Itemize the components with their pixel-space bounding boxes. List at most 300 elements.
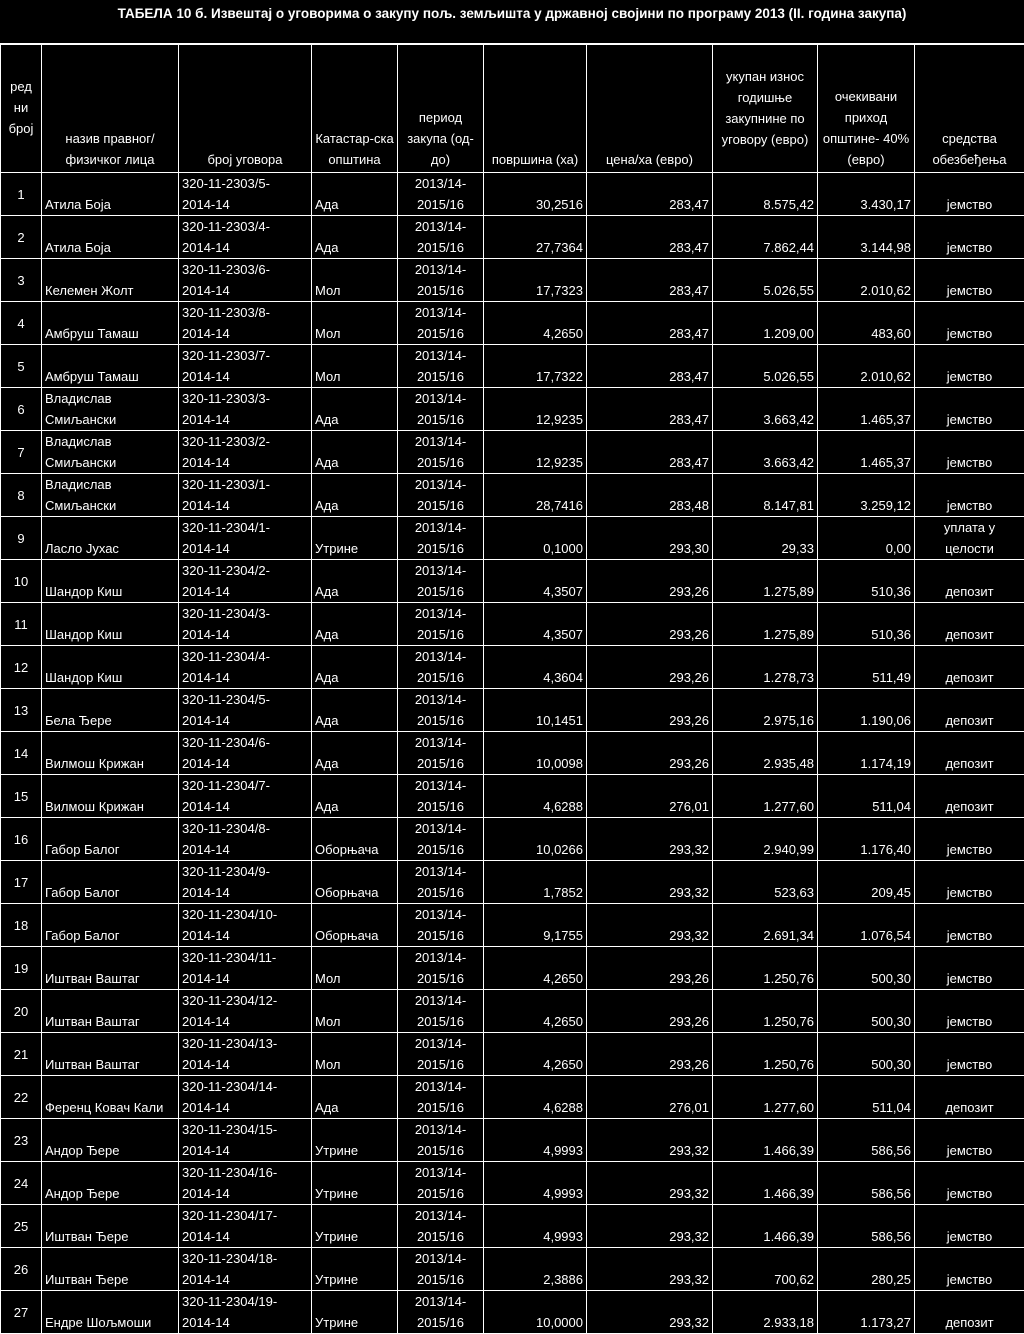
contract-number-part: 2014-14 [182,1226,308,1247]
price-per-ha: 283,47 [587,173,713,216]
annual-rent-total: 2.691,34 [713,904,818,947]
contract-number [179,388,312,431]
table-row [1,947,1024,990]
price-per-ha: 293,26 [587,689,713,732]
lessee-name: Иштван Ваштаг [42,1033,179,1076]
lease-period-part: 2015/16 [401,323,480,344]
cadastral-municipality: Мол [312,990,398,1033]
contract-number [179,1033,312,1076]
contract-number-part: 320-11-2304/2- [182,560,308,581]
lease-period-part: 2013/14- [401,560,480,581]
price-per-ha: 293,26 [587,560,713,603]
lease-period-part: 2013/14- [401,1162,480,1183]
lease-period-part: 2013/14- [401,732,480,753]
expected-income: 586,56 [818,1205,915,1248]
table-row [1,259,1024,302]
annual-rent-total: 5.026,55 [713,345,818,388]
annual-rent-total: 2.940,99 [713,818,818,861]
area-ha: 4,2650 [484,990,587,1033]
security-type: јемство [915,302,1024,345]
row-number: 16 [1,818,42,861]
table-row [1,646,1024,689]
header-price: цена/ха (евро) [587,45,713,173]
contract-number-part: 320-11-2304/16- [182,1162,308,1183]
contract-number-part: 320-11-2304/13- [182,1033,308,1054]
row-number: 12 [1,646,42,689]
row-number: 22 [1,1076,42,1119]
area-ha: 30,2516 [484,173,587,216]
cadastral-municipality: Ада [312,173,398,216]
contract-number [179,1076,312,1119]
table-row [1,1291,1024,1334]
header-row-number: ред ни број [1,45,42,173]
contract-number [179,560,312,603]
price-per-ha: 293,26 [587,947,713,990]
contract-number [179,818,312,861]
area-ha: 4,9993 [484,1162,587,1205]
contract-number-part: 2014-14 [182,194,308,215]
lease-period-part: 2015/16 [401,495,480,516]
expected-income: 500,30 [818,990,915,1033]
security-type: депозит [915,732,1024,775]
contract-number-part: 320-11-2304/8- [182,818,308,839]
expected-income: 1.190,06 [818,689,915,732]
table-row [1,861,1024,904]
expected-income: 510,36 [818,560,915,603]
lease-period-part: 2013/14- [401,603,480,624]
contract-number-part: 2014-14 [182,1097,308,1118]
expected-income: 1.173,27 [818,1291,915,1334]
security-type: јемство [915,818,1024,861]
contract-number-part: 320-11-2303/2- [182,431,308,452]
annual-rent-total: 1.250,76 [713,1033,818,1076]
row-number: 24 [1,1162,42,1205]
contract-number-part: 320-11-2304/10- [182,904,308,925]
price-per-ha: 283,47 [587,388,713,431]
price-per-ha: 293,32 [587,904,713,947]
lease-period-part: 2013/14- [401,259,480,280]
contract-number [179,775,312,818]
row-number: 3 [1,259,42,302]
lessee-name: Вилмош Крижан [42,775,179,818]
annual-rent-total: 5.026,55 [713,259,818,302]
contract-number [179,345,312,388]
area-ha: 4,3507 [484,603,587,646]
contract-number-part: 320-11-2304/12- [182,990,308,1011]
header-total: укупан износ годишње закупнине по уговору (евро) [713,45,818,173]
contract-number-part: 2014-14 [182,366,308,387]
contract-number-part: 2014-14 [182,452,308,473]
lease-period-part: 2013/14- [401,474,480,495]
cadastral-municipality: Мол [312,1033,398,1076]
lessee-name: Амбруш Тамаш [42,345,179,388]
area-ha: 12,9235 [484,431,587,474]
expected-income: 280,25 [818,1248,915,1291]
lease-period-part: 2015/16 [401,280,480,301]
expected-income: 2.010,62 [818,345,915,388]
contract-number-part: 2014-14 [182,1183,308,1204]
annual-rent-total: 523,63 [713,861,818,904]
cadastral-municipality: Ада [312,560,398,603]
row-number: 21 [1,1033,42,1076]
price-per-ha: 293,32 [587,818,713,861]
lease-period-part: 2015/16 [401,366,480,387]
lease-period-part: 2013/14- [401,990,480,1011]
row-number: 15 [1,775,42,818]
lease-period-part: 2015/16 [401,667,480,688]
lease-period-part: 2015/16 [401,882,480,903]
security-type: депозит [915,603,1024,646]
table-row [1,1033,1024,1076]
table-row [1,1076,1024,1119]
expected-income: 1.076,54 [818,904,915,947]
lease-period-part: 2015/16 [401,1097,480,1118]
lessee-name: Иштван Ваштаг [42,990,179,1033]
contract-number-part: 2014-14 [182,1269,308,1290]
row-number: 26 [1,1248,42,1291]
area-ha: 4,2650 [484,302,587,345]
cadastral-municipality: Утрине [312,517,398,560]
lease-period-part: 2013/14- [401,1291,480,1312]
cadastral-municipality: Ада [312,775,398,818]
lease-period-part: 2013/14- [401,646,480,667]
lessee-name: Ференц Ковач Кали [42,1076,179,1119]
security-type: јемство [915,1248,1024,1291]
area-ha: 10,0266 [484,818,587,861]
contract-number [179,646,312,689]
security-type: јемство [915,1033,1024,1076]
table-row [1,388,1024,431]
row-number: 18 [1,904,42,947]
table-row [1,1119,1024,1162]
security-type: депозит [915,646,1024,689]
area-ha: 4,6288 [484,1076,587,1119]
contract-number-part: 2014-14 [182,409,308,430]
contract-number-part: 320-11-2303/1- [182,474,308,495]
contract-number [179,1119,312,1162]
lease-period-part: 2015/16 [401,968,480,989]
lease-period-part: 2015/16 [401,1312,480,1333]
expected-income: 511,49 [818,646,915,689]
lessee-name: Вилмош Крижан [42,732,179,775]
lease-period-part: 2013/14- [401,818,480,839]
contract-number-part: 320-11-2303/4- [182,216,308,237]
area-ha: 0,1000 [484,517,587,560]
contract-number [179,173,312,216]
lease-period-part: 2013/14- [401,775,480,796]
cadastral-municipality: Мол [312,947,398,990]
security-type: депозит [915,775,1024,818]
contract-number-part: 320-11-2304/14- [182,1076,308,1097]
expected-income: 483,60 [818,302,915,345]
contract-number-part: 320-11-2304/7- [182,775,308,796]
table-row [1,474,1024,517]
annual-rent-total: 1.275,89 [713,603,818,646]
contract-number-part: 2014-14 [182,753,308,774]
expected-income: 2.010,62 [818,259,915,302]
contract-number-part: 2014-14 [182,839,308,860]
security-type: јемство [915,388,1024,431]
area-ha: 10,1451 [484,689,587,732]
lease-period [398,689,484,732]
security-type: јемство [915,259,1024,302]
lease-period [398,818,484,861]
lease-period-part: 2015/16 [401,796,480,817]
cadastral-municipality: Ада [312,603,398,646]
cadastral-municipality: Ада [312,732,398,775]
lease-period-part: 2015/16 [401,624,480,645]
area-ha: 4,9993 [484,1119,587,1162]
area-ha: 4,2650 [484,1033,587,1076]
table-row [1,818,1024,861]
row-number: 17 [1,861,42,904]
cadastral-municipality: Оборњача [312,861,398,904]
lease-period-part: 2015/16 [401,452,480,473]
contract-number [179,947,312,990]
price-per-ha: 283,47 [587,345,713,388]
row-number: 19 [1,947,42,990]
lease-period [398,861,484,904]
lease-period-part: 2015/16 [401,1269,480,1290]
lease-period-part: 2015/16 [401,581,480,602]
lessee-name: Атила Боја [42,173,179,216]
contract-number [179,990,312,1033]
contract-number-part: 2014-14 [182,323,308,344]
annual-rent-total: 3.663,42 [713,431,818,474]
lease-period [398,474,484,517]
lessee-name: Бела Ђере [42,689,179,732]
lessee-name: Габор Балог [42,818,179,861]
row-number: 8 [1,474,42,517]
price-per-ha: 293,26 [587,732,713,775]
lease-period-part: 2015/16 [401,409,480,430]
contract-number-part: 2014-14 [182,1054,308,1075]
table-row [1,431,1024,474]
contract-number-part: 2014-14 [182,1140,308,1161]
lessee-name: Келемен Жолт [42,259,179,302]
security-type: јемство [915,1162,1024,1205]
annual-rent-total: 29,33 [713,517,818,560]
table-row [1,302,1024,345]
area-ha: 4,3507 [484,560,587,603]
contract-number-part: 2014-14 [182,538,308,559]
area-ha: 28,7416 [484,474,587,517]
price-per-ha: 293,32 [587,1248,713,1291]
expected-income: 1.176,40 [818,818,915,861]
header-name: назив правног/физичког лица [42,45,179,173]
header-period: период закупа (од-до) [398,45,484,173]
row-number: 5 [1,345,42,388]
lease-period [398,775,484,818]
table-row [1,1248,1024,1291]
contract-number-part: 2014-14 [182,1011,308,1032]
area-ha: 9,1755 [484,904,587,947]
expected-income: 586,56 [818,1162,915,1205]
contract-number-part: 320-11-2304/19- [182,1291,308,1312]
contract-number-part: 2014-14 [182,882,308,903]
lease-period-part: 2013/14- [401,1205,480,1226]
annual-rent-total: 2.933,18 [713,1291,818,1334]
price-per-ha: 283,48 [587,474,713,517]
lease-period [398,431,484,474]
contract-number [179,689,312,732]
header-security: средства обезбеђења [915,45,1024,173]
annual-rent-total: 2.975,16 [713,689,818,732]
contract-number-part: 320-11-2304/6- [182,732,308,753]
annual-rent-total: 1.250,76 [713,990,818,1033]
lease-period-part: 2015/16 [401,753,480,774]
lease-period [398,345,484,388]
contract-number [179,904,312,947]
price-per-ha: 293,26 [587,990,713,1033]
cadastral-municipality: Мол [312,259,398,302]
area-ha: 10,0098 [484,732,587,775]
annual-rent-total: 8.147,81 [713,474,818,517]
contract-number-part: 320-11-2304/9- [182,861,308,882]
lease-period-part: 2015/16 [401,839,480,860]
cadastral-municipality: Мол [312,345,398,388]
annual-rent-total: 1.209,00 [713,302,818,345]
lease-period-part: 2015/16 [401,925,480,946]
lease-period [398,517,484,560]
lease-period-part: 2015/16 [401,1183,480,1204]
security-type: јемство [915,431,1024,474]
contract-number-part: 2014-14 [182,495,308,516]
contract-number-part: 2014-14 [182,237,308,258]
lease-period-part: 2015/16 [401,710,480,731]
contract-number [179,1205,312,1248]
table-row [1,345,1024,388]
lessee-name: Габор Балог [42,861,179,904]
lease-period-part: 2013/14- [401,302,480,323]
security-type: јемство [915,345,1024,388]
lease-contracts-table [0,44,1024,1334]
contract-number [179,517,312,560]
contract-number [179,474,312,517]
cadastral-municipality: Ада [312,388,398,431]
price-per-ha: 283,47 [587,259,713,302]
lease-period-part: 2015/16 [401,1054,480,1075]
lease-period-part: 2013/14- [401,1033,480,1054]
table-row [1,990,1024,1033]
security-type: јемство [915,947,1024,990]
annual-rent-total: 1.466,39 [713,1205,818,1248]
annual-rent-total: 7.862,44 [713,216,818,259]
row-number: 6 [1,388,42,431]
contract-number-part: 320-11-2303/5- [182,173,308,194]
lease-period [398,990,484,1033]
contract-number-part: 320-11-2304/15- [182,1119,308,1140]
price-per-ha: 293,26 [587,603,713,646]
contract-number-part: 320-11-2304/5- [182,689,308,710]
area-ha: 2,3886 [484,1248,587,1291]
cadastral-municipality: Ада [312,216,398,259]
row-number: 1 [1,173,42,216]
header-municipality: Катастар-ска општина [312,45,398,173]
header-area: површина (ха) [484,45,587,173]
expected-income: 511,04 [818,1076,915,1119]
annual-rent-total: 1.250,76 [713,947,818,990]
cadastral-municipality: Ада [312,689,398,732]
lease-period [398,259,484,302]
contract-number [179,1248,312,1291]
row-number: 27 [1,1291,42,1334]
security-type: јемство [915,1119,1024,1162]
lessee-name: Амбруш Тамаш [42,302,179,345]
lease-period-part: 2013/14- [401,947,480,968]
price-per-ha: 293,30 [587,517,713,560]
price-per-ha: 293,26 [587,1033,713,1076]
header-row [1,45,1024,173]
expected-income: 500,30 [818,947,915,990]
lease-period [398,603,484,646]
expected-income: 3.430,17 [818,173,915,216]
row-number: 25 [1,1205,42,1248]
lease-period-part: 2013/14- [401,1119,480,1140]
lease-period-part: 2015/16 [401,1140,480,1161]
contract-number-part: 320-11-2304/4- [182,646,308,667]
lessee-name: Иштван Ђере [42,1205,179,1248]
annual-rent-total: 2.935,48 [713,732,818,775]
row-number: 11 [1,603,42,646]
table-row [1,775,1024,818]
price-per-ha: 293,32 [587,1162,713,1205]
security-type: јемство [915,474,1024,517]
contract-number-part: 2014-14 [182,667,308,688]
area-ha: 27,7364 [484,216,587,259]
lease-period [398,1119,484,1162]
lease-period-part: 2013/14- [401,216,480,237]
table-row [1,689,1024,732]
contract-number [179,259,312,302]
table-row [1,904,1024,947]
area-ha: 4,6288 [484,775,587,818]
lease-period [398,1076,484,1119]
lease-period-part: 2013/14- [401,689,480,710]
expected-income: 0,00 [818,517,915,560]
header-contract: број уговора [179,45,312,173]
price-per-ha: 283,47 [587,431,713,474]
table-title: ТАБЕЛА 10 б. Извештај о уговорима о закупу пољ. земљишта у државној својини по програму 2013 (II. година закупа) [0,0,1024,44]
lease-period-part: 2013/14- [401,173,480,194]
cadastral-municipality: Оборњача [312,818,398,861]
cadastral-municipality: Утрине [312,1291,398,1334]
contract-number-part: 2014-14 [182,581,308,602]
lessee-name: Владислав Смиљански [42,474,179,517]
contract-number [179,216,312,259]
lease-period [398,1033,484,1076]
lessee-name: Ендре Шољмоши [42,1291,179,1334]
lease-period [398,947,484,990]
contract-number [179,1162,312,1205]
lease-period [398,302,484,345]
lease-period-part: 2013/14- [401,345,480,366]
contract-number-part: 2014-14 [182,1312,308,1333]
area-ha: 4,3604 [484,646,587,689]
lease-period [398,1205,484,1248]
price-per-ha: 293,32 [587,861,713,904]
cadastral-municipality: Ада [312,474,398,517]
security-type: јемство [915,216,1024,259]
price-per-ha: 293,32 [587,1119,713,1162]
row-number: 10 [1,560,42,603]
area-ha: 17,7322 [484,345,587,388]
lessee-name: Шандор Киш [42,603,179,646]
area-ha: 17,7323 [484,259,587,302]
annual-rent-total: 700,62 [713,1248,818,1291]
price-per-ha: 293,32 [587,1205,713,1248]
lease-period [398,646,484,689]
